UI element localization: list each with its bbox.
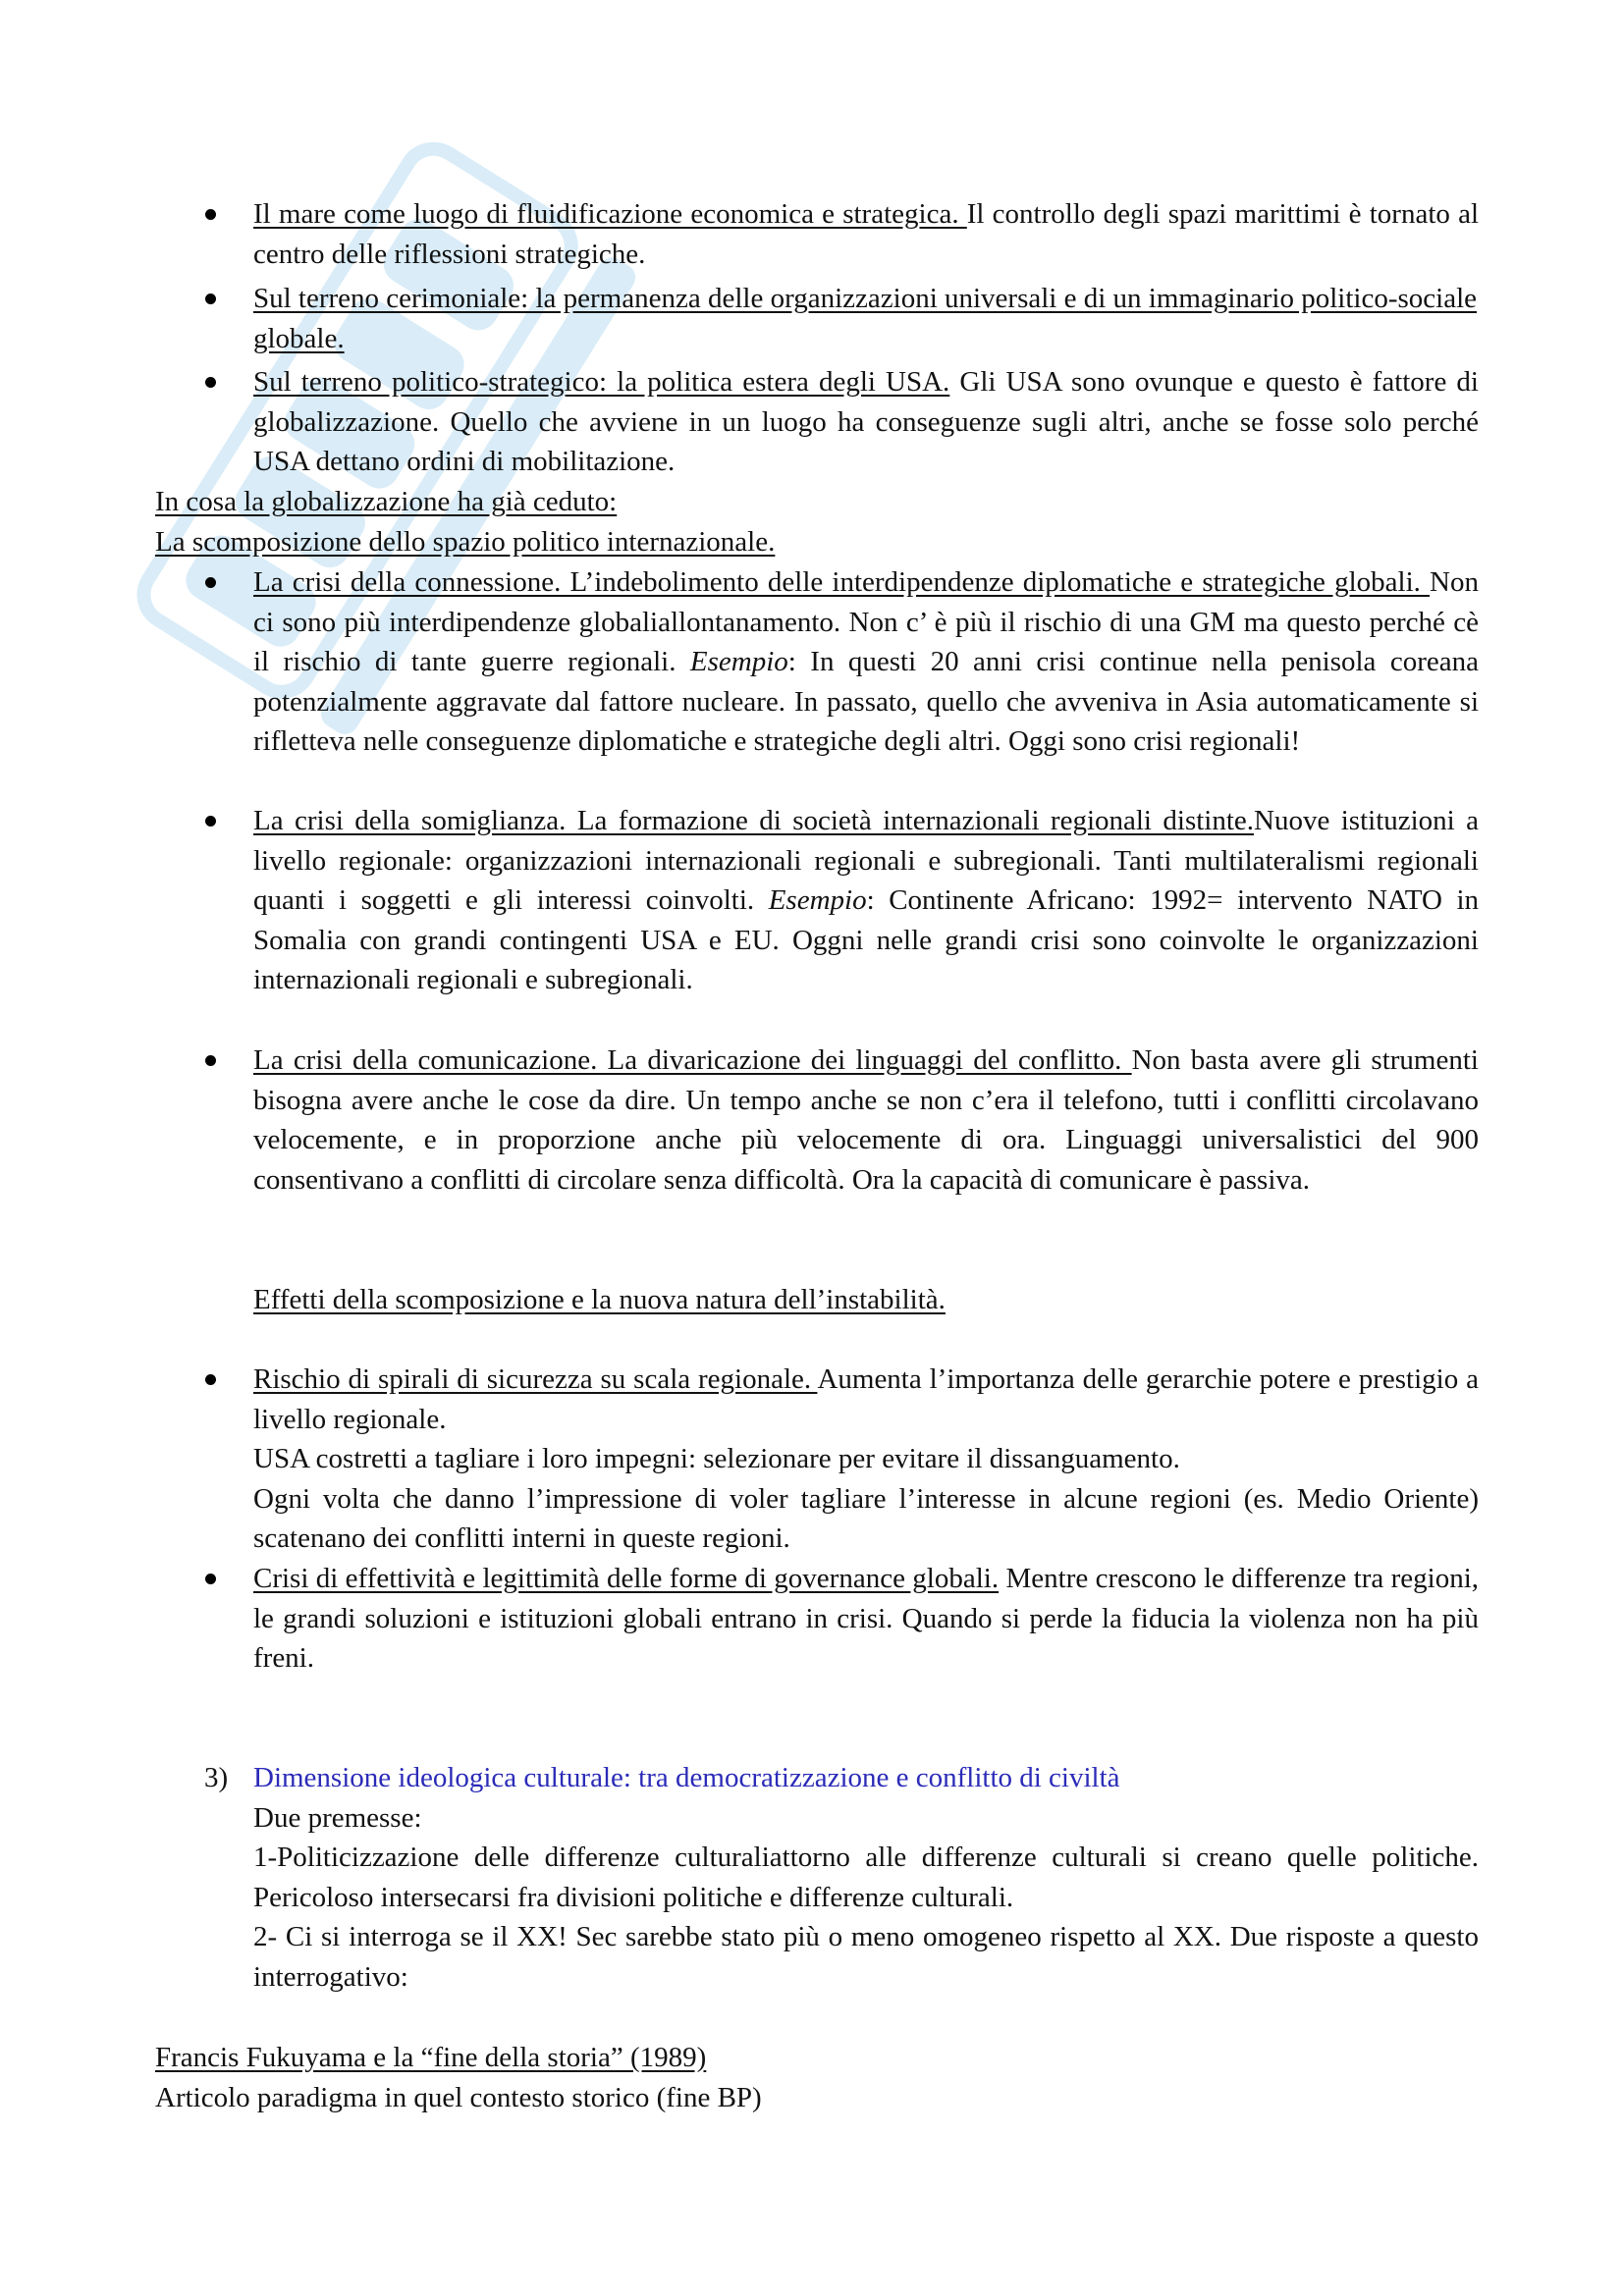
bullet-text: Non basta avere gli strumenti bisogna avere anche le cose da dire. Un tempo anche se non c’era il telefono, tutti i conflitti circolavano velocemente, e in proporzione anche più velocemente di ora. Linguaggi universalistici del 900 consentivano a conflitti di circolare senza difficoltà. Ora la capacità di comunicare è passiva. [253, 1044, 1479, 1196]
paragraph: 2- Ci si interroga se il XX! Sec sarebbe stato più o meno omogeneo rispetto al XX. Due risposte a questo interrogativo: [253, 1921, 1479, 1993]
example-label: Esempio [768, 884, 867, 916]
bullet-underlined: La crisi della comunicazione. La divaricazione dei linguaggi del conflitto. [253, 1044, 1132, 1076]
bullet-text: Nuove istituzioni a livello regionale: organizzazioni internazionali regionali e subregionali. Tanti multilateralismi regionali quanti i soggetti e gli interessi coinvolti. [253, 805, 1480, 916]
bullet-icon [205, 209, 216, 220]
section-title: Dimensione ideologica culturale: tra democratizzazione e conflitto di civiltà [253, 1762, 1120, 1793]
bullet-text: Gli USA sono ovunque e questo è fattore di globalizzazione. Quello che avviene in un luogo ha conseguenze sugli altri, anche se fosse solo perché USA dettano ordini di mobilitazione. [253, 366, 1479, 477]
list-item [253, 801, 1479, 1000]
list-item [253, 1360, 1479, 1559]
example-label: Esempio [689, 646, 788, 677]
bullet-icon [205, 1374, 216, 1385]
bullet-text: Aumenta l’importanza delle gerarchie potere e prestigio a livello regionale. [253, 1363, 1479, 1435]
section-3 [253, 1758, 1479, 1997]
bullet-underlined: Rischio di spirali di sicurezza su scala regionale. [253, 1363, 818, 1395]
section-heading: In cosa la globalizzazione ha già ceduto: [155, 486, 618, 517]
bullet-underlined: Il mare come luogo di fluidificazione economica e strategica. [253, 198, 967, 230]
bullet-underlined: Crisi di effettività e legittimità delle forme di governance globali. [253, 1563, 1000, 1594]
paragraph: 1-Politicizzazione delle differenze culturaliattorno alle differenze culturali si creano quelle politiche. Pericoloso intersecarsi fra divisioni politiche e differenze culturali. [253, 1842, 1479, 1913]
bullet-icon [205, 1574, 216, 1584]
list-item [253, 1559, 1479, 1679]
bullet-text: Non ci sono più interdipendenze globaliallontanamento. Non c’ è più il rischio di una GM ma questo perché cè il rischio di tante guerre regionali. [253, 566, 1479, 677]
section-number: 3) [204, 1762, 229, 1793]
bullet-underlined: Sul terreno politico-strategico: la politica estera degli USA. [253, 366, 950, 398]
section-heading: Francis Fukuyama e la “fine della storia” (1989) [155, 2042, 707, 2073]
bullet-icon [205, 377, 216, 388]
bullet-text: Mentre crescono le differenze tra regioni, le grandi soluzioni e istituzioni globali entrano in crisi. Quando si perde la fiducia la violenza non ha più freni. [253, 1563, 1479, 1674]
example-text: : In questi 20 anni crisi continue nella penisola coreana potenzialmente aggravate dal fattore nucleare. In passato, quello che avveniva in Asia automaticamente si rifletteva nelle conseguenze diplomatiche e strategiche degli altri. Oggi sono crisi regionali! [253, 646, 1479, 757]
example-text: : Continente Africano: 1992= intervento NATO in Somalia con grandi contingenti USA e EU. Oggni nelle grandi crisi sono coinvolte le organizzazioni internazionali regionali e subregionali. [253, 884, 1480, 995]
bullet-icon [205, 816, 216, 827]
bullet-icon [205, 1055, 216, 1066]
bullet-underlined: Sul terreno cerimoniale: la permanenza delle organizzazioni universali e di un immaginario politico-sociale globale. [253, 283, 1477, 354]
section-heading: Effetti della scomposizione e la nuova natura dell’instabilità. [253, 1284, 946, 1315]
paragraph: Articolo paradigma in quel contesto storico (fine BP) [155, 2082, 762, 2113]
bullet-icon [205, 577, 216, 588]
section-heading: La scomposizione dello spazio politico internazionale. [155, 526, 776, 558]
list-item [253, 562, 1479, 762]
list-item [253, 279, 1479, 358]
list-item [253, 362, 1479, 482]
bullet-text: Ogni volta che danno l’impressione di voler tagliare l’interesse in alcune regioni (es. Medio Oriente) scatenano dei conflitti interni in queste regioni. [253, 1482, 1479, 1554]
list-item [253, 1041, 1479, 1200]
bullet-text: USA costretti a tagliare i loro impegni: selezionare per evitare il dissanguamento. [253, 1443, 1180, 1474]
bullet-icon [205, 294, 216, 304]
bullet-underlined: La crisi della connessione. L’indebolimento delle interdipendenze diplomatiche e strategiche globali. [253, 566, 1431, 598]
bullet-text: Il controllo degli spazi marittimi è tornato al centro delle riflessioni strategiche. [253, 198, 1479, 270]
list-item [253, 194, 1479, 274]
paragraph: Due premesse: [253, 1801, 422, 1834]
bullet-underlined: La crisi della somiglianza. La formazione di società internazionali regionali distinte. [253, 805, 1255, 836]
